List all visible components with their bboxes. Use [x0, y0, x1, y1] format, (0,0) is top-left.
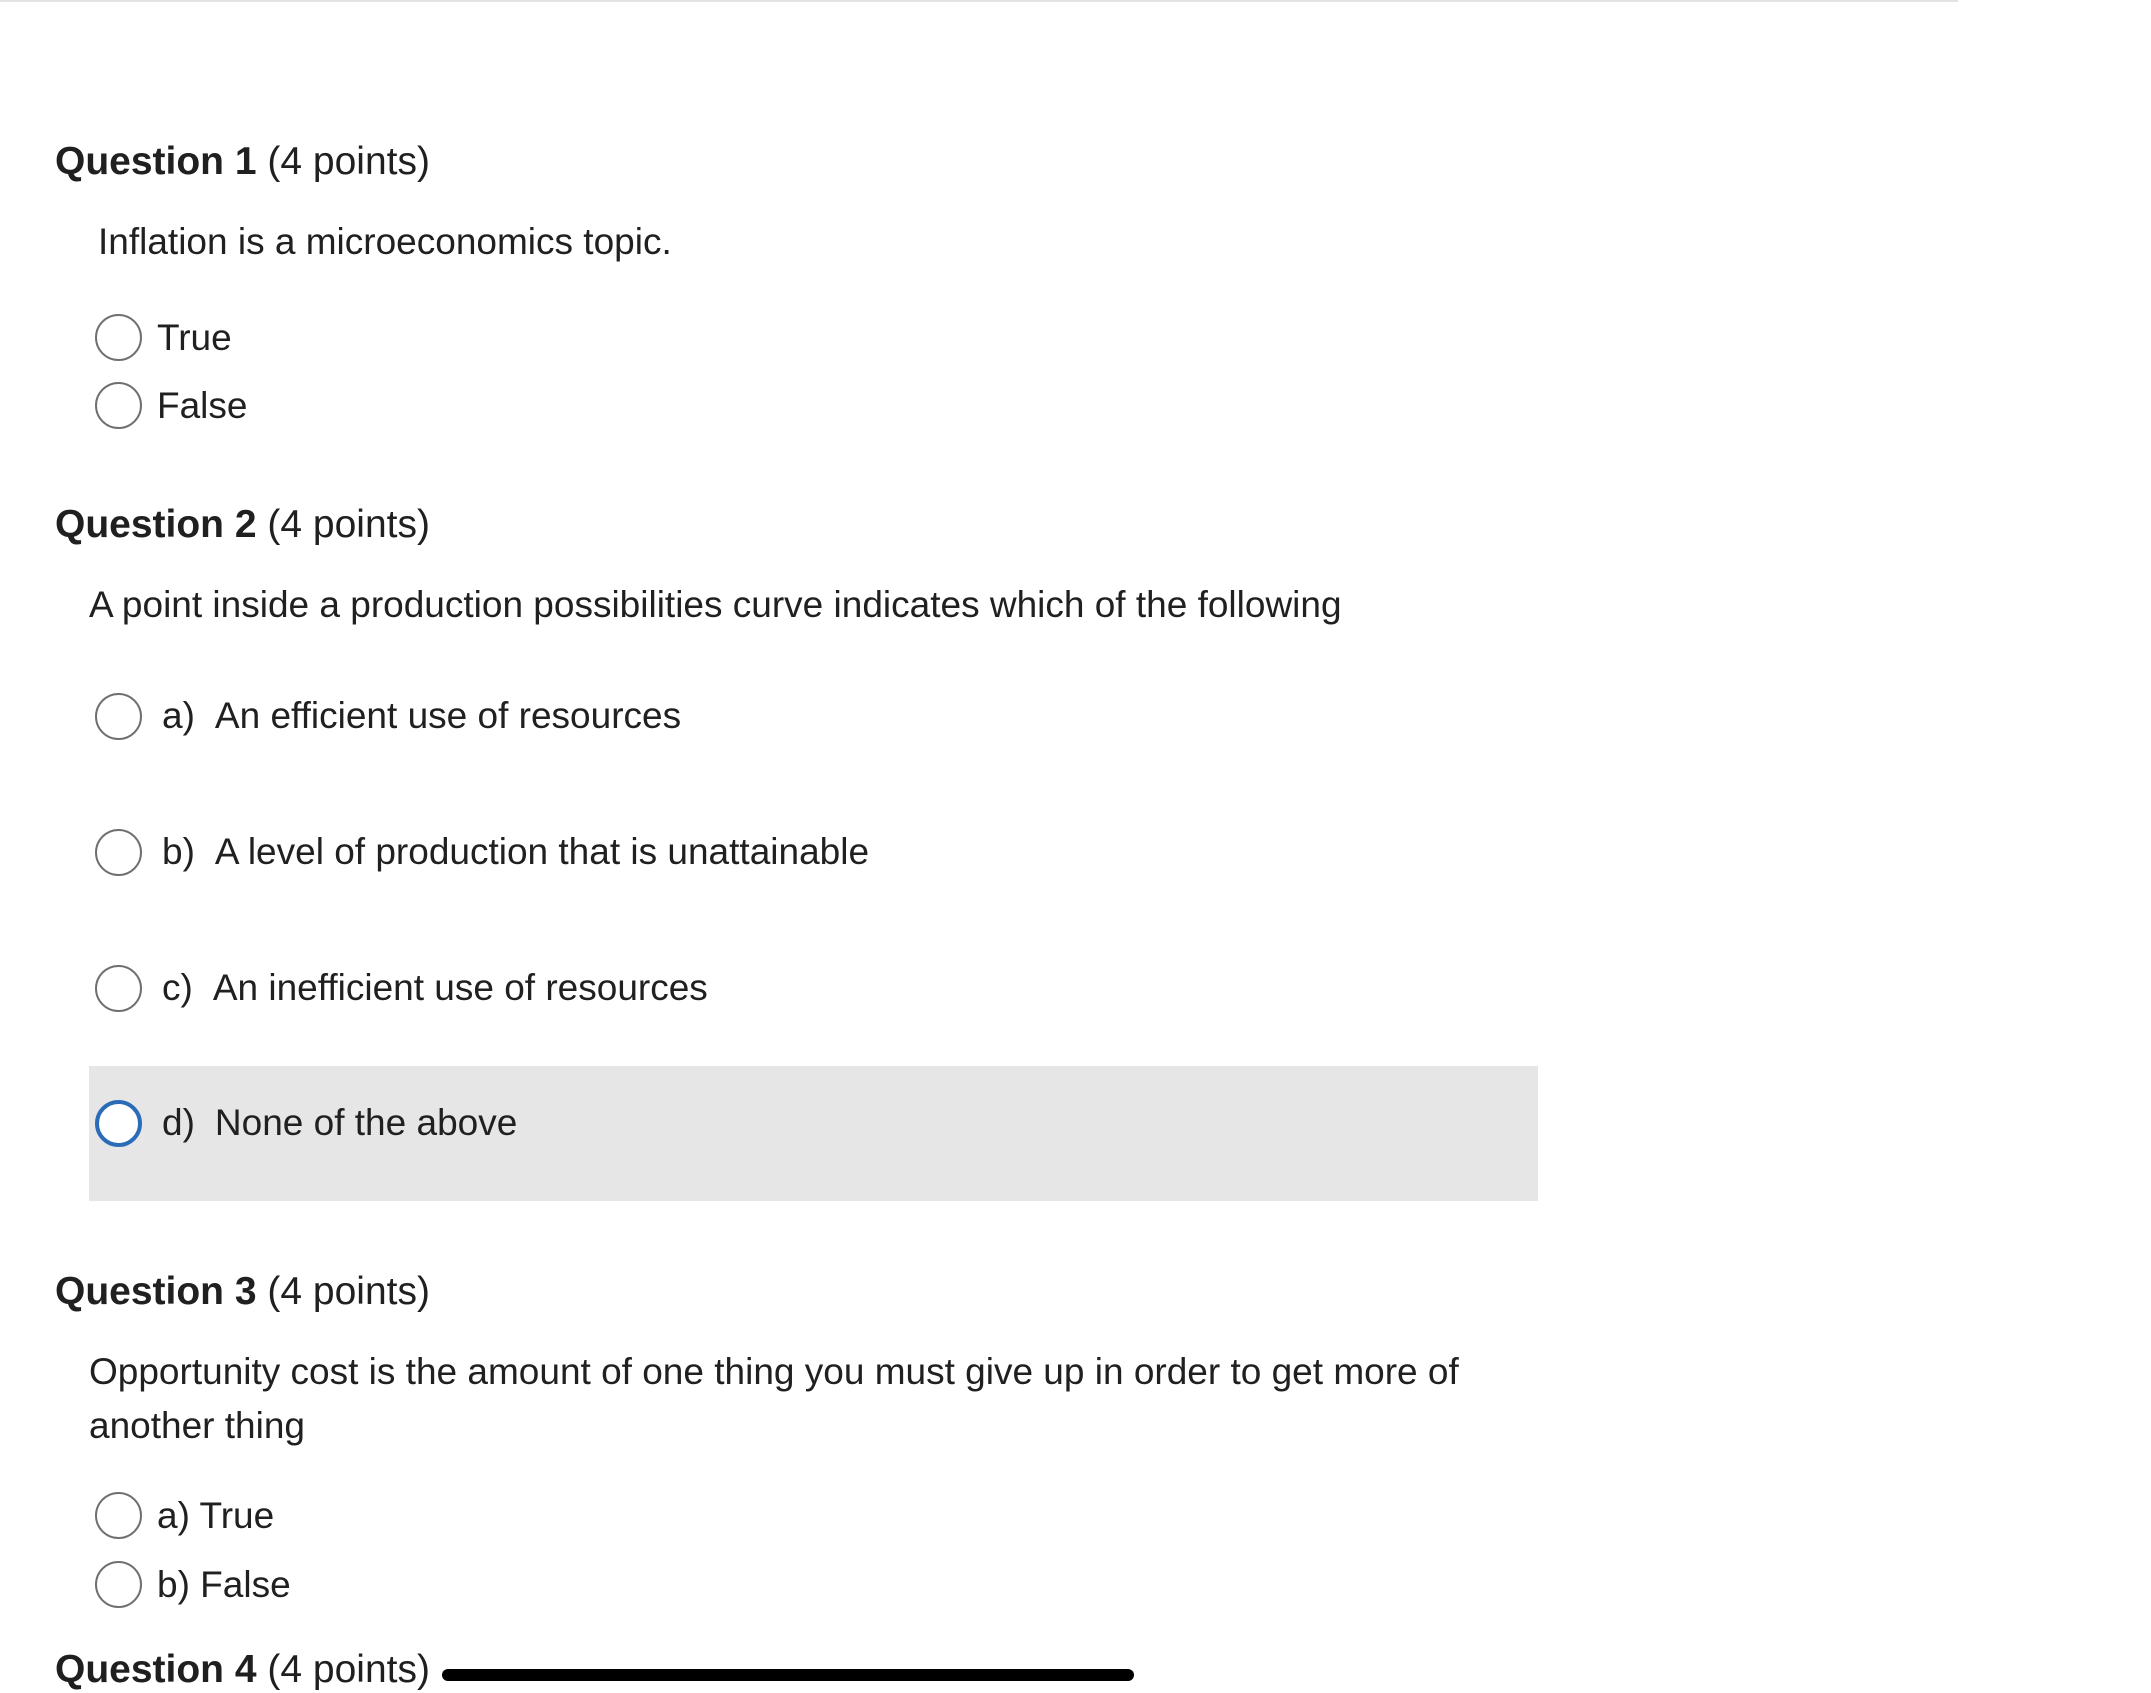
q3-option-true[interactable] [95, 1492, 274, 1539]
q1-option-false[interactable] [95, 382, 247, 429]
radio-button[interactable] [95, 314, 142, 361]
q2-option-b[interactable] [95, 822, 869, 882]
radio-button[interactable] [95, 693, 142, 740]
question-number: Question 3 [55, 1270, 257, 1313]
question-4-title [55, 1646, 430, 1693]
option-letter: a) [162, 695, 195, 736]
question-1-title [55, 138, 430, 186]
option-letter: c) [162, 967, 193, 1008]
radio-button[interactable] [95, 1492, 142, 1539]
question-2-title [55, 501, 430, 549]
q2-option-a[interactable] [95, 686, 681, 746]
home-indicator[interactable] [442, 1669, 1134, 1681]
radio-button[interactable] [95, 965, 142, 1012]
option-label: False [157, 384, 248, 426]
top-divider [0, 0, 1958, 2]
q2-option-c[interactable] [95, 958, 708, 1018]
option-text: A level of production that is unattainable [214, 831, 870, 872]
q3-option-false[interactable] [95, 1561, 291, 1608]
option-text: An efficient use of resources [214, 695, 682, 736]
radio-button-focused[interactable] [95, 1100, 142, 1147]
option-text: An inefficient use of resources [212, 967, 708, 1008]
question-number: Question 4 [55, 1648, 257, 1691]
question-number: Question 1 [55, 140, 257, 183]
radio-button[interactable] [95, 382, 142, 429]
question-points: (4 points) [267, 1270, 430, 1313]
question-number: Question 2 [55, 503, 257, 546]
question-points: (4 points) [267, 1648, 430, 1691]
question-1-text: Inflation is a microeconomics topic. [98, 221, 672, 262]
question-3-title [55, 1268, 430, 1316]
question-points: (4 points) [267, 140, 430, 183]
option-label: a) True [157, 1494, 275, 1536]
radio-button[interactable] [95, 829, 142, 876]
option-text: None of the above [214, 1102, 518, 1143]
q1-option-true[interactable] [95, 314, 232, 361]
option-letter: b) [162, 831, 195, 872]
option-letter: d) [162, 1102, 195, 1143]
radio-button[interactable] [95, 1561, 142, 1608]
question-2-text: A point inside a production possibilities curve indicates which of the following [89, 584, 1342, 625]
option-label: b) False [157, 1563, 291, 1605]
question-3-text: Opportunity cost is the amount of one thing you must give up in order to get more of another thing [89, 1351, 1459, 1446]
q2-option-d[interactable] [95, 1093, 517, 1153]
option-label: True [157, 316, 232, 358]
question-points: (4 points) [267, 503, 430, 546]
